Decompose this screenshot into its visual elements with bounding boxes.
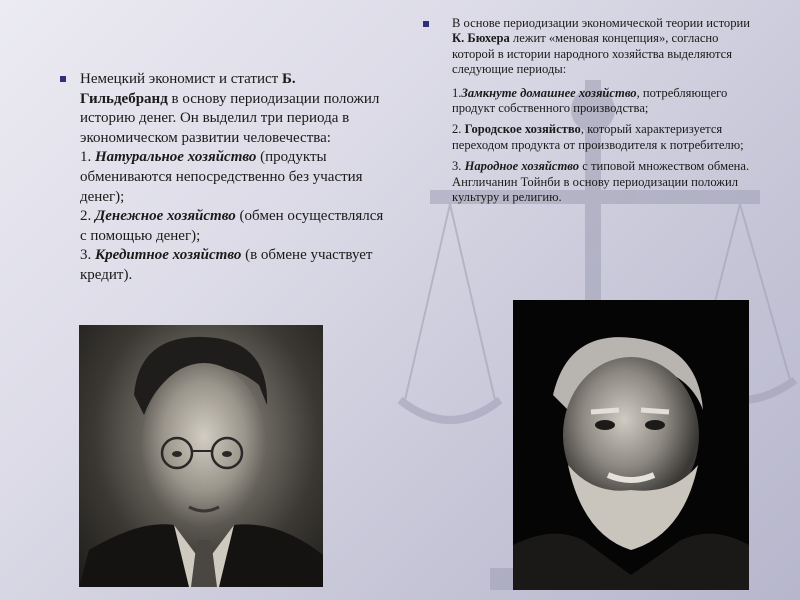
left-text-block [80,70,385,286]
right-period-2: 2. Городское хозяйство, который характеризуется переходом продукта от производителя к потребителю; [452,122,744,152]
period-name: Денежное хозяйство [95,208,236,225]
portrait-hildebrand [79,325,323,587]
period-name: Натуральное хозяйство [95,149,257,166]
right-period-1: 1.Замкнуте домашнее хозяйство, потребляющего продукт собственного производства; [452,85,728,116]
author-hildebrand: Б. Гильдебранд [80,71,296,107]
right-text-block [452,16,752,211]
square-bullet-icon [60,76,66,82]
period-name: Замкнуте домашнее хозяйство [461,85,637,100]
left-period-1: 1. Натуральное хозяйство (продукты обмениваются непосредственно без участия денег); [80,149,363,205]
portrait-bucher [513,300,749,590]
period-name: Кредитное хозяйство [95,247,242,264]
right-period-3: 3. Народное хозяйство с типовой множеством обмена. Англичанин Тойнби в основу периодизации положил культуру и религию. [452,159,750,205]
period-name: Городское хозяйство [464,122,581,137]
left-intro: Немецкий экономист и статист Б. Гильдебранд в основу периодизации положил историю денег. Он выделил три периода в экономическом развитии человечества: [80,71,380,146]
left-period-2: 2. Денежное хозяйство (обмен осуществлялся с помощью денег); [80,208,384,244]
period-name: Народное хозяйство [464,159,580,174]
square-bullet-icon [423,21,429,27]
left-period-3: 3. Кредитное хозяйство (в обмене участвует кредит). [80,247,373,283]
author-bucher: К. Бюхера [452,31,510,46]
right-intro: В основе периодизации экономической теории истории К. Бюхера лежит «меновая концепция», согласно которой в истории народного хозяйства выделяются следующие периоды: [452,16,751,77]
